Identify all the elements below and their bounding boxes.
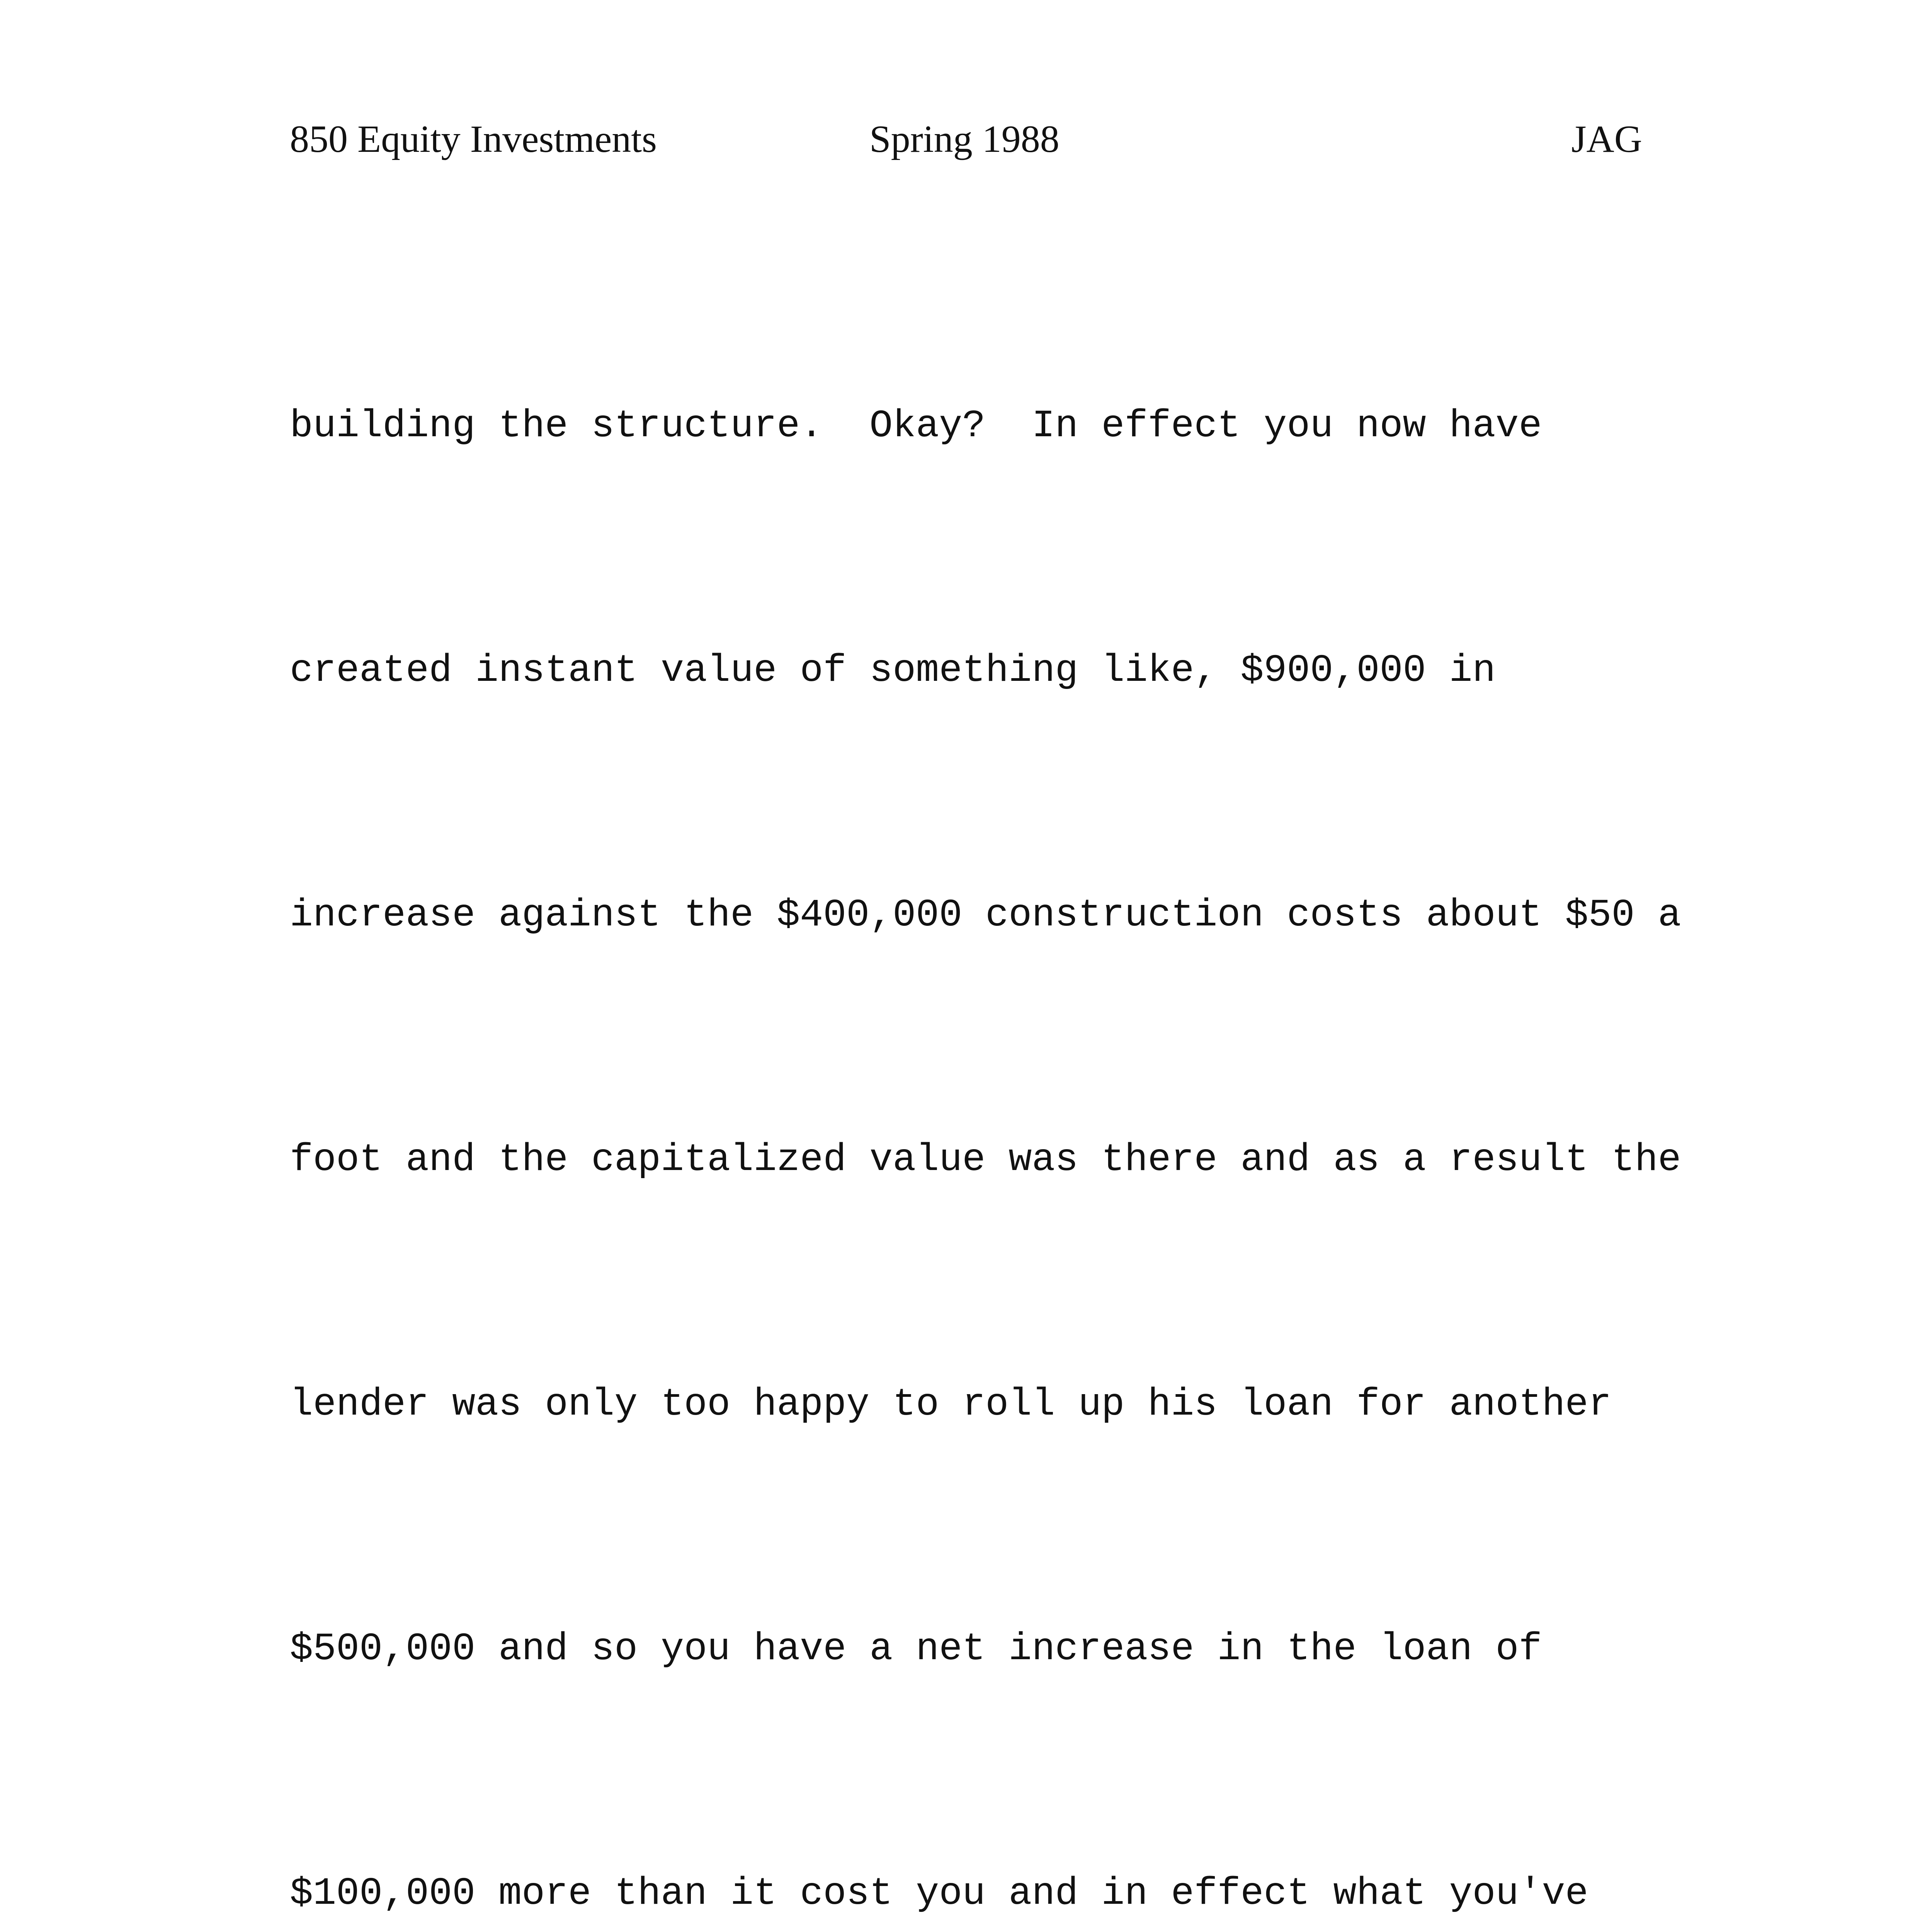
header-course-title: 850 Equity Investments: [290, 117, 657, 160]
text-line: $500,000 and so you have a net increase in the loan of: [290, 1628, 1542, 1671]
text-line: foot and the capitalized value was there and as a result the: [290, 1138, 1681, 1182]
text-line: lender was only too happy to roll up his loan for another: [290, 1383, 1612, 1427]
text-line: created instant value of something like, $900,000 in: [290, 649, 1496, 693]
text-line: $100,000 more than it cost you and in effect what you've: [290, 1872, 1588, 1916]
header-term: Spring 1988: [869, 117, 1060, 160]
text-line: building the structure. Okay? In effect you now have: [290, 405, 1542, 448]
transcript-body: [290, 223, 1719, 1932]
page-header: [0, 116, 1932, 162]
text-line: increase against the $400,000 construction costs about $50 a: [290, 894, 1681, 937]
header-initials: JAG: [1571, 117, 1642, 160]
